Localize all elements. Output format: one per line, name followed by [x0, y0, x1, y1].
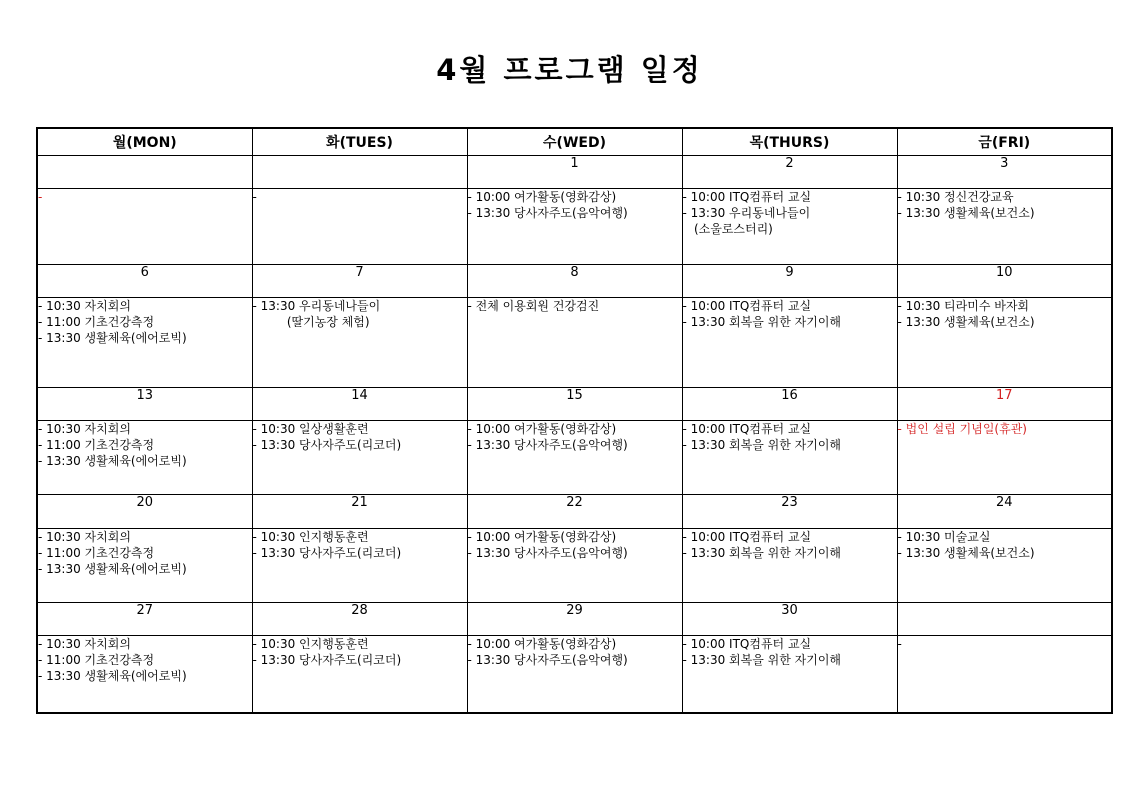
calendar-body: [37, 156, 1112, 714]
events-cell-tue: [252, 420, 467, 495]
date-cell-fri: [897, 603, 1112, 636]
events-cell-thu: [682, 298, 897, 388]
date-cell-wed: 8: [467, 264, 682, 297]
event-item: - 13:30 당사자주도(리코더): [252, 437, 402, 452]
events-cell-wed: [467, 189, 682, 265]
event-item: -: [252, 190, 257, 205]
event-item: - 10:00 여가활동(영화감상): [467, 637, 617, 652]
day-header-tue: 화(TUES): [252, 128, 467, 156]
date-cell-tue: 28: [252, 603, 467, 636]
event-item: - 10:30 자치회의: [38, 299, 131, 313]
date-cell-fri: 24: [897, 495, 1112, 528]
event-item: - 13:30 회복을 위한 자기이해: [682, 437, 841, 452]
event-item: - 13:30 당사자주도(음악여행): [467, 545, 628, 560]
date-row: [37, 387, 1112, 420]
event-item: - 10:00 여가활동(영화감상): [467, 421, 617, 436]
events-cell-mon: [37, 189, 252, 265]
event-item: -: [38, 190, 43, 205]
event-item: - 13:30 당사자주도(음악여행): [467, 437, 628, 452]
events-row: [37, 420, 1112, 495]
events-cell-fri: [897, 528, 1112, 603]
date-cell-tue: 7: [252, 264, 467, 297]
events-cell-thu: [682, 636, 897, 713]
event-item: - 10:30 정신건강교육: [897, 190, 1014, 205]
events-cell-fri: [897, 298, 1112, 388]
event-item: - 11:00 기초건강측정: [38, 437, 155, 452]
date-row: [37, 156, 1112, 189]
event-item: - 10:00 여가활동(영화감상): [467, 190, 617, 205]
events-cell-mon: [37, 298, 252, 388]
date-cell-tue: [252, 156, 467, 189]
event-item: - 10:30 티라미수 바자회: [897, 299, 1030, 313]
events-cell-wed: [467, 528, 682, 603]
date-cell-mon: 20: [37, 495, 252, 528]
date-cell-fri: 17: [897, 387, 1112, 420]
event-item: - 10:00 ITQ컴퓨터 교실: [682, 421, 812, 436]
event-item: - 13:30 우리동네나들이: [252, 299, 381, 313]
day-header-fri: 금(FRI): [897, 128, 1112, 156]
page-title: 4월 프로그램 일정: [436, 53, 703, 87]
event-item: - 10:30 자치회의: [38, 421, 131, 436]
weekday-header-row: [37, 128, 1112, 156]
events-cell-tue: [252, 189, 467, 265]
events-cell-wed: [467, 298, 682, 388]
event-item: - 전체 이용회원 건강검진: [467, 299, 600, 313]
date-cell-mon: 27: [37, 603, 252, 636]
events-cell-tue: [252, 528, 467, 603]
date-cell-thu: 30: [682, 603, 897, 636]
events-cell-tue: [252, 298, 467, 388]
date-cell-wed: 1: [467, 156, 682, 189]
date-cell-tue: 14: [252, 387, 467, 420]
event-item: - 13:30 생활체육(보건소): [897, 545, 1035, 560]
events-cell-thu: [682, 420, 897, 495]
event-item: - 10:30 인지행동훈련: [252, 529, 369, 544]
day-header-thu: 목(THURS): [682, 128, 897, 156]
events-cell-fri: [897, 189, 1112, 265]
date-cell-wed: 29: [467, 603, 682, 636]
events-row: [37, 528, 1112, 603]
event-item: - 10:00 여가활동(영화감상): [467, 529, 617, 544]
schedule-calendar: [36, 127, 1113, 714]
date-cell-fri: 10: [897, 264, 1112, 297]
events-cell-fri: [897, 636, 1112, 713]
event-item: - 10:30 자치회의: [38, 529, 131, 544]
events-cell-tue: [252, 636, 467, 713]
event-item: - 11:00 기초건강측정: [38, 653, 155, 668]
event-item: - 13:30 생활체육(보건소): [897, 206, 1035, 221]
event-item: - 13:30 생활체육(에어로빅): [38, 453, 187, 468]
event-item: - 법인 설립 기념일(휴관): [897, 421, 1027, 436]
event-item: - 11:00 기초건강측정: [38, 315, 155, 329]
date-cell-thu: 2: [682, 156, 897, 189]
events-cell-wed: [467, 420, 682, 495]
event-item: - 13:30 생활체육(에어로빅): [38, 669, 187, 684]
event-item: - 13:30 당사자주도(리코더): [252, 545, 402, 560]
event-item: - 13:30 당사자주도(리코더): [252, 653, 402, 668]
events-row: [37, 189, 1112, 265]
event-item: - 13:30 생활체육(보건소): [897, 315, 1035, 329]
date-row: [37, 603, 1112, 636]
date-cell-fri: 3: [897, 156, 1112, 189]
event-item: - 13:30 우리동네나들이: [682, 206, 811, 221]
event-item: - 10:30 인지행동훈련: [252, 637, 369, 652]
date-cell-wed: 15: [467, 387, 682, 420]
events-row: [37, 298, 1112, 388]
date-cell-tue: 21: [252, 495, 467, 528]
date-cell-mon: 6: [37, 264, 252, 297]
date-cell-thu: 23: [682, 495, 897, 528]
date-cell-thu: 16: [682, 387, 897, 420]
events-row: [37, 636, 1112, 713]
event-item: - 13:30 회복을 위한 자기이해: [682, 315, 841, 329]
event-item: - 13:30 당사자주도(음악여행): [467, 653, 628, 668]
date-row: [37, 495, 1112, 528]
date-cell-thu: 9: [682, 264, 897, 297]
event-item: - 13:30 당사자주도(음악여행): [467, 206, 628, 221]
events-cell-fri: [897, 420, 1112, 495]
event-item: - 10:00 ITQ컴퓨터 교실: [682, 529, 812, 544]
event-item: - 10:30 일상생활훈련: [252, 421, 369, 436]
events-cell-mon: [37, 528, 252, 603]
events-cell-mon: [37, 420, 252, 495]
day-header-mon: 월(MON): [37, 128, 252, 156]
event-item: (소울로스터리): [682, 222, 773, 237]
event-item: - 13:30 생활체육(에어로빅): [38, 561, 187, 576]
event-item: - 13:30 생활체육(에어로빅): [38, 331, 187, 345]
event-item: - 13:30 회복을 위한 자기이해: [682, 653, 841, 668]
events-cell-wed: [467, 636, 682, 713]
events-cell-mon: [37, 636, 252, 713]
date-row: [37, 264, 1112, 297]
day-header-wed: 수(WED): [467, 128, 682, 156]
event-item: - 10:30 자치회의: [38, 637, 131, 652]
event-item: - 10:00 ITQ컴퓨터 교실: [682, 637, 812, 652]
event-item: - 10:00 ITQ컴퓨터 교실: [682, 299, 812, 313]
event-item: (딸기농장 체험): [252, 315, 370, 329]
event-item: - 10:00 ITQ컴퓨터 교실: [682, 190, 812, 205]
events-cell-thu: [682, 189, 897, 265]
events-cell-thu: [682, 528, 897, 603]
event-item: - 13:30 회복을 위한 자기이해: [682, 545, 841, 560]
event-item: -: [897, 637, 902, 652]
event-item: - 10:30 미술교실: [897, 529, 991, 544]
date-cell-wed: 22: [467, 495, 682, 528]
event-item: - 11:00 기초건강측정: [38, 545, 155, 560]
date-cell-mon: 13: [37, 387, 252, 420]
date-cell-mon: [37, 156, 252, 189]
